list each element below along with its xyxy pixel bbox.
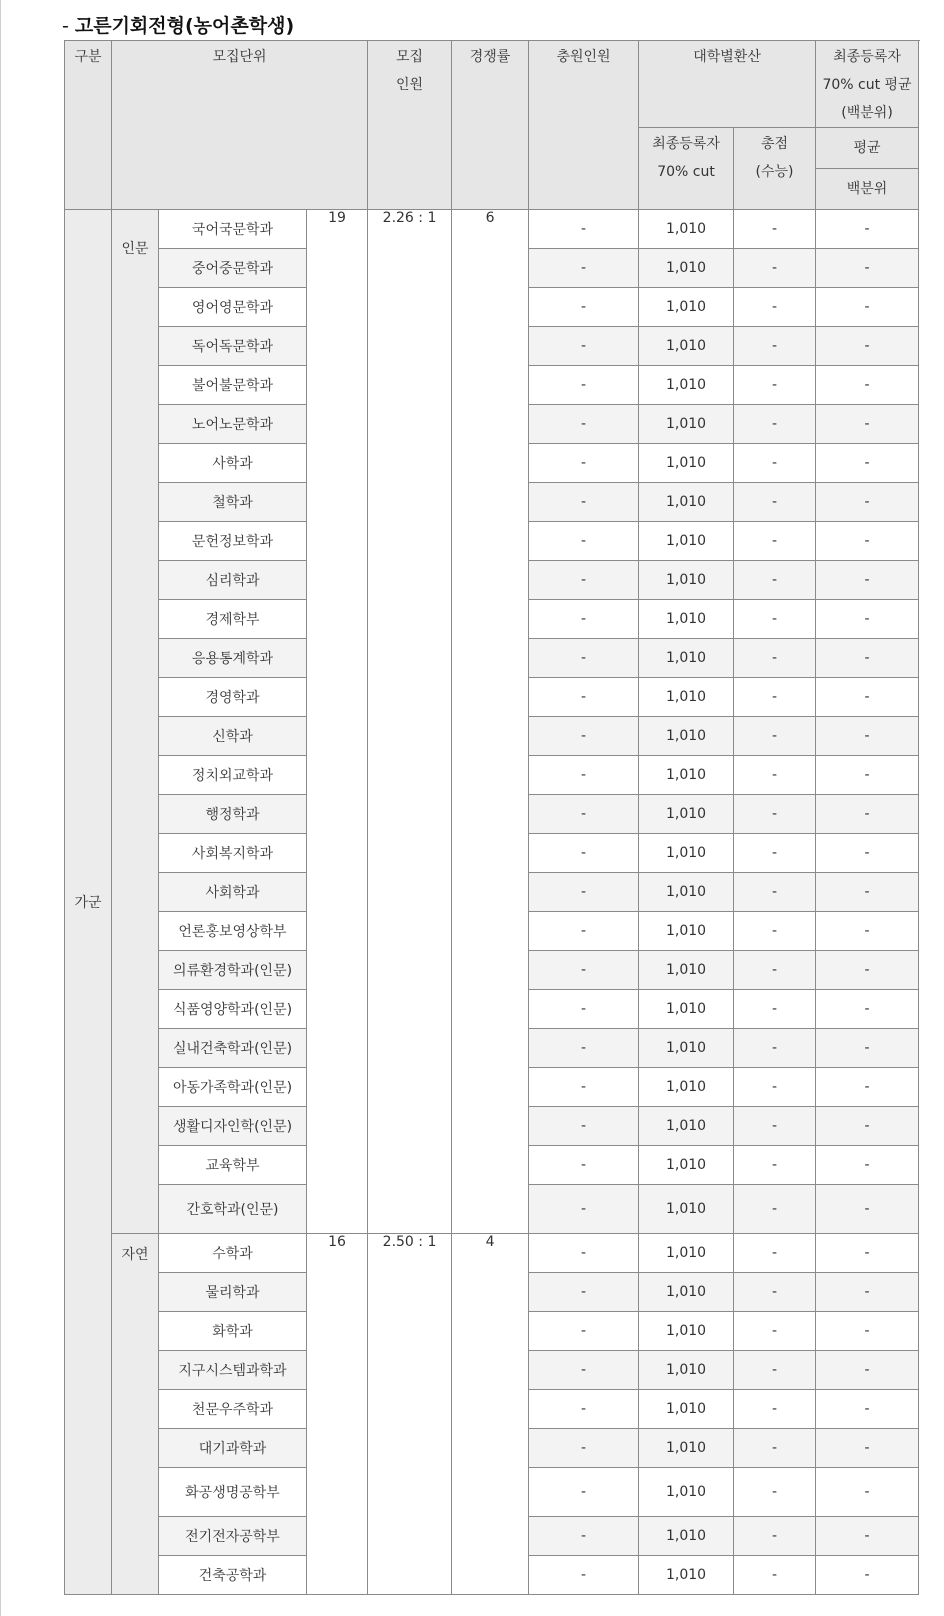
eng-cell: - [816, 366, 919, 405]
header-final-avg: 최종등록자 70% cut 평균 (백분위) [816, 41, 919, 128]
quota-cell-humanities: 19 [307, 210, 368, 1234]
avg-cell: - [734, 1468, 816, 1517]
cut-cell: - [529, 717, 639, 756]
total-cell: 1,010 [639, 1517, 734, 1556]
cut-cell: - [529, 366, 639, 405]
cut-cell: - [529, 873, 639, 912]
total-cell: 1,010 [639, 834, 734, 873]
dept-cell: 신학과 [159, 717, 307, 756]
eng-cell: - [816, 639, 919, 678]
cut-cell: - [529, 1390, 639, 1429]
track-cell-humanities: 인문 [112, 210, 159, 1234]
cut-cell: - [529, 1107, 639, 1146]
title-text: 고른기회전형(농어촌학생) [74, 15, 295, 37]
header-ratio: 경쟁률 [452, 41, 529, 210]
header-univ-score: 대학별환산 [639, 41, 816, 128]
track-cell-science: 자연 [112, 1234, 159, 1595]
dept-cell: 심리학과 [159, 561, 307, 600]
cut-cell: - [529, 639, 639, 678]
eng-cell: - [816, 249, 919, 288]
eng-cell: - [816, 600, 919, 639]
cut-cell: - [529, 678, 639, 717]
header-additional: 충원인원 [529, 41, 639, 210]
dept-cell: 영어영문학과 [159, 288, 307, 327]
eng-cell: - [816, 522, 919, 561]
eng-cell: - [816, 1517, 919, 1556]
eng-cell: - [816, 483, 919, 522]
total-cell: 1,010 [639, 1351, 734, 1390]
eng-cell: - [816, 288, 919, 327]
total-cell: 1,010 [639, 444, 734, 483]
dept-cell: 문헌정보학과 [159, 522, 307, 561]
total-cell: 1,010 [639, 522, 734, 561]
avg-cell: - [734, 522, 816, 561]
cut-cell: - [529, 756, 639, 795]
cut-cell: - [529, 1517, 639, 1556]
avg-cell: - [734, 1107, 816, 1146]
table-row [65, 1234, 919, 1273]
header-category: 구분 [65, 41, 112, 210]
dept-cell: 중어중문학과 [159, 249, 307, 288]
total-cell: 1,010 [639, 1429, 734, 1468]
eng-cell: - [816, 717, 919, 756]
eng-cell: - [816, 1234, 919, 1273]
dept-cell: 경제학부 [159, 600, 307, 639]
total-cell: 1,010 [639, 561, 734, 600]
avg-cell: - [734, 1273, 816, 1312]
cut-cell: - [529, 990, 639, 1029]
dept-cell: 정치외교학과 [159, 756, 307, 795]
cut-cell: - [529, 834, 639, 873]
dept-cell: 국어국문학과 [159, 210, 307, 249]
eng-cell: - [816, 1029, 919, 1068]
cut-cell: - [529, 1468, 639, 1517]
eng-cell: - [816, 990, 919, 1029]
dept-cell: 사학과 [159, 444, 307, 483]
total-cell: 1,010 [639, 756, 734, 795]
avg-cell: - [734, 1312, 816, 1351]
admission-results-table [64, 40, 919, 1595]
cut-cell: - [529, 288, 639, 327]
cut-cell: - [529, 1429, 639, 1468]
eng-cell: - [816, 1068, 919, 1107]
eng-cell: - [816, 1107, 919, 1146]
eng-cell: - [816, 678, 919, 717]
dept-cell: 지구시스템과학과 [159, 1351, 307, 1390]
dept-cell: 언론홍보영상학부 [159, 912, 307, 951]
eng-cell: - [816, 873, 919, 912]
dept-cell: 천문우주학과 [159, 1390, 307, 1429]
avg-cell: - [734, 1429, 816, 1468]
total-cell: 1,010 [639, 366, 734, 405]
dept-cell: 철학과 [159, 483, 307, 522]
avg-cell: - [734, 366, 816, 405]
eng-cell: - [816, 912, 919, 951]
dept-cell: 불어불문학과 [159, 366, 307, 405]
dept-cell: 생활디자인학(인문) [159, 1107, 307, 1146]
additional-cell-science: 4 [452, 1234, 529, 1595]
eng-cell: - [816, 1556, 919, 1595]
dept-cell: 사회복지학과 [159, 834, 307, 873]
avg-cell: - [734, 288, 816, 327]
cut-cell: - [529, 912, 639, 951]
title-prefix: - [62, 15, 69, 37]
avg-cell: - [734, 210, 816, 249]
dept-cell: 수학과 [159, 1234, 307, 1273]
total-cell: 1,010 [639, 912, 734, 951]
cut-cell: - [529, 1185, 639, 1234]
dept-cell: 아동가족학과(인문) [159, 1068, 307, 1107]
dept-cell: 식품영양학과(인문) [159, 990, 307, 1029]
avg-cell: - [734, 600, 816, 639]
cut-cell: - [529, 1146, 639, 1185]
total-cell: 1,010 [639, 678, 734, 717]
total-cell: 1,010 [639, 1234, 734, 1273]
avg-cell: - [734, 1029, 816, 1068]
header-cut: 최종등록자 70% cut [639, 128, 734, 210]
total-cell: 1,010 [639, 327, 734, 366]
eng-cell: - [816, 795, 919, 834]
avg-cell: - [734, 1390, 816, 1429]
cut-cell: - [529, 210, 639, 249]
header-total: 총점 (수능) [734, 128, 816, 210]
page-left-border [0, 0, 1, 1616]
avg-cell: - [734, 249, 816, 288]
eng-cell: - [816, 561, 919, 600]
header-avg: 평균 백분위 [816, 128, 919, 210]
eng-cell: - [816, 1429, 919, 1468]
dept-cell: 간호학과(인문) [159, 1185, 307, 1234]
total-cell: 1,010 [639, 1185, 734, 1234]
total-cell: 1,010 [639, 288, 734, 327]
dept-cell: 의류환경학과(인문) [159, 951, 307, 990]
avg-cell: - [734, 444, 816, 483]
cut-cell: - [529, 1029, 639, 1068]
dept-cell: 사회학과 [159, 873, 307, 912]
dept-cell: 행정학과 [159, 795, 307, 834]
avg-cell: - [734, 951, 816, 990]
ratio-cell-humanities: 2.26 : 1 [368, 210, 452, 1234]
dept-cell: 응용통계학과 [159, 639, 307, 678]
avg-cell: - [734, 561, 816, 600]
avg-cell: - [734, 1146, 816, 1185]
avg-cell: - [734, 1517, 816, 1556]
quota-cell-science: 16 [307, 1234, 368, 1595]
eng-cell: - [816, 1273, 919, 1312]
avg-cell: - [734, 912, 816, 951]
header-unit: 모집단위 [112, 41, 368, 210]
total-cell: 1,010 [639, 639, 734, 678]
cut-cell: - [529, 1556, 639, 1595]
total-cell: 1,010 [639, 1029, 734, 1068]
total-cell: 1,010 [639, 1468, 734, 1517]
cut-cell: - [529, 327, 639, 366]
dept-cell: 대기과학과 [159, 1429, 307, 1468]
table-row [65, 210, 919, 249]
total-cell: 1,010 [639, 483, 734, 522]
dept-cell: 화공생명공학부 [159, 1468, 307, 1517]
cut-cell: - [529, 1068, 639, 1107]
cut-cell: - [529, 1273, 639, 1312]
total-cell: 1,010 [639, 1556, 734, 1595]
avg-cell: - [734, 405, 816, 444]
avg-cell: - [734, 639, 816, 678]
eng-cell: - [816, 1390, 919, 1429]
dept-cell: 전기전자공학부 [159, 1517, 307, 1556]
cut-cell: - [529, 1312, 639, 1351]
additional-cell-humanities: 6 [452, 210, 529, 1234]
avg-cell: - [734, 834, 816, 873]
avg-cell: - [734, 990, 816, 1029]
ratio-cell-science: 2.50 : 1 [368, 1234, 452, 1595]
avg-cell: - [734, 795, 816, 834]
group-cell: 가군 [65, 210, 112, 1595]
cut-cell: - [529, 561, 639, 600]
dept-cell: 독어독문학과 [159, 327, 307, 366]
avg-cell: - [734, 873, 816, 912]
total-cell: 1,010 [639, 1273, 734, 1312]
dept-cell: 화학과 [159, 1312, 307, 1351]
avg-cell: - [734, 327, 816, 366]
avg-cell: - [734, 678, 816, 717]
eng-cell: - [816, 444, 919, 483]
total-cell: 1,010 [639, 990, 734, 1029]
section-title [62, 11, 294, 38]
cut-cell: - [529, 249, 639, 288]
avg-cell: - [734, 1185, 816, 1234]
total-cell: 1,010 [639, 1146, 734, 1185]
cut-cell: - [529, 444, 639, 483]
dept-cell: 건축공학과 [159, 1556, 307, 1595]
total-cell: 1,010 [639, 1390, 734, 1429]
total-cell: 1,010 [639, 951, 734, 990]
avg-cell: - [734, 1068, 816, 1107]
cut-cell: - [529, 522, 639, 561]
avg-cell: - [734, 1234, 816, 1273]
cut-cell: - [529, 600, 639, 639]
total-cell: 1,010 [639, 600, 734, 639]
cut-cell: - [529, 1234, 639, 1273]
avg-cell: - [734, 756, 816, 795]
avg-cell: - [734, 1351, 816, 1390]
avg-cell: - [734, 483, 816, 522]
eng-cell: - [816, 834, 919, 873]
eng-cell: - [816, 1351, 919, 1390]
total-cell: 1,010 [639, 873, 734, 912]
total-cell: 1,010 [639, 405, 734, 444]
eng-cell: - [816, 756, 919, 795]
eng-cell: - [816, 405, 919, 444]
dept-cell: 실내건축학과(인문) [159, 1029, 307, 1068]
dept-cell: 노어노문학과 [159, 405, 307, 444]
eng-cell: - [816, 951, 919, 990]
table-body [65, 210, 919, 1595]
cut-cell: - [529, 951, 639, 990]
total-cell: 1,010 [639, 210, 734, 249]
eng-cell: - [816, 327, 919, 366]
dept-cell: 물리학과 [159, 1273, 307, 1312]
total-cell: 1,010 [639, 717, 734, 756]
eng-cell: - [816, 210, 919, 249]
header-row-1 [65, 41, 919, 128]
cut-cell: - [529, 795, 639, 834]
dept-cell: 교육학부 [159, 1146, 307, 1185]
total-cell: 1,010 [639, 1068, 734, 1107]
eng-cell: - [816, 1468, 919, 1517]
table-header [65, 41, 919, 210]
header-quota: 모집 인원 [368, 41, 452, 210]
avg-cell: - [734, 1556, 816, 1595]
cut-cell: - [529, 1351, 639, 1390]
eng-cell: - [816, 1312, 919, 1351]
cut-cell: - [529, 405, 639, 444]
total-cell: 1,010 [639, 1312, 734, 1351]
eng-cell: - [816, 1146, 919, 1185]
total-cell: 1,010 [639, 1107, 734, 1146]
avg-cell: - [734, 717, 816, 756]
cut-cell: - [529, 483, 639, 522]
total-cell: 1,010 [639, 795, 734, 834]
total-cell: 1,010 [639, 249, 734, 288]
eng-cell: - [816, 1185, 919, 1234]
dept-cell: 경영학과 [159, 678, 307, 717]
